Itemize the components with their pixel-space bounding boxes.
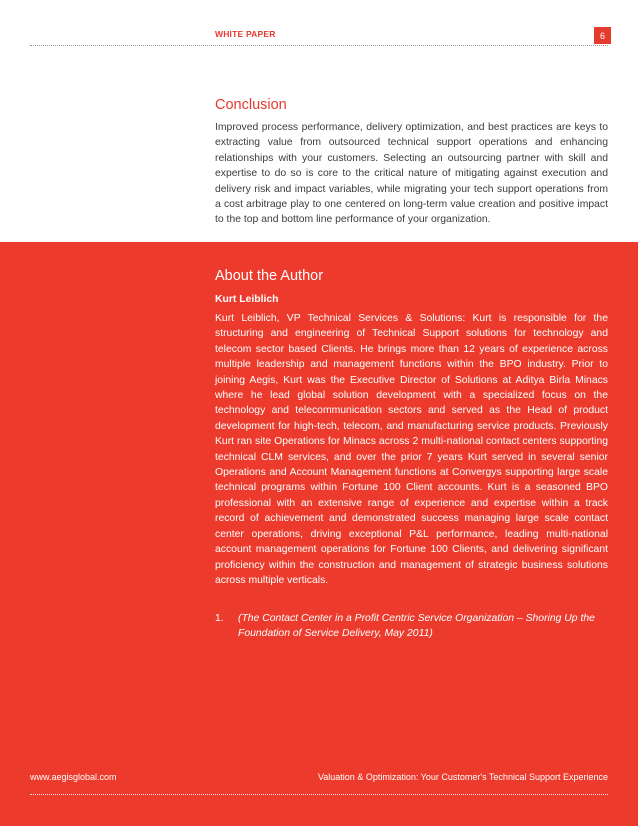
footnote: [215, 611, 608, 642]
about-author-section: [215, 267, 608, 588]
footer-divider: [30, 794, 608, 795]
conclusion-section: [215, 96, 608, 228]
page-number-badge: 6: [594, 27, 611, 44]
footnote-text: (The Contact Center in a Profit Centric Service Organization – Shoring Up the Foundation of Service Delivery, May 2011): [238, 613, 595, 640]
header-divider: [30, 45, 608, 46]
footnote-number: 1.: [215, 613, 224, 624]
conclusion-body: Improved process performance, delivery optimization, and best practices are keys to extracting value from outsourced technical support operations and enhancing relationships with your customers. Selecting an outsourcing partner with skill and expertise to do so is core to the critical nature of mitigating against execution and delivery risk and impact variables, while migrating your tech support operations from a cost arbitrage play to one centered on long-term value creation and positive impact to the top and bottom line performance of your organization.: [215, 122, 608, 226]
author-name: Kurt Leiblich: [215, 294, 279, 305]
about-author-heading: About the Author: [215, 268, 324, 284]
footer-url: www.aegisglobal.com: [30, 772, 117, 782]
footer-title: Valuation & Optimization: Your Customer's Technical Support Experience: [317, 772, 608, 782]
conclusion-heading: Conclusion: [215, 97, 287, 113]
author-bio: Kurt Leiblich, VP Technical Services & Solutions: Kurt is responsible for the structuring and engineering of Technical Support solutions for technology and telecom sector based Clients. He brings more than 12 years of experience across multiple leadership and management functions within the BPO industry. Prior to joining Aegis, Kurt was the Executive Director of Solutions at Aditya Birla Minacs where he lead global solution development with a specialized focus on the technology and telecommunication sectors and served as the Head of product development for high-tech, telecom, and manufacturing service products. Previously Kurt ran site Operations for Minacs across 2 multi-national contact centers supporting technical CLM services, and over the prior 7 years Kurt served in several senior Operations and Account Management functions at Convergys supporting large scale technical programs within Fortune 100 Client accounts. Kurt is a seasoned BPO professional with an extensive range of experience and expertise within a track record of achievement and demonstrated success managing large scale contact center operations, driving exceptional P&L performance, leading multi-national account management operations for Fortune 100 Clients, and delivering significant proficiency within the construction and management of strategic business solutions across multiple verticals.: [215, 313, 608, 586]
header-label: WHITE PAPER: [215, 29, 276, 39]
